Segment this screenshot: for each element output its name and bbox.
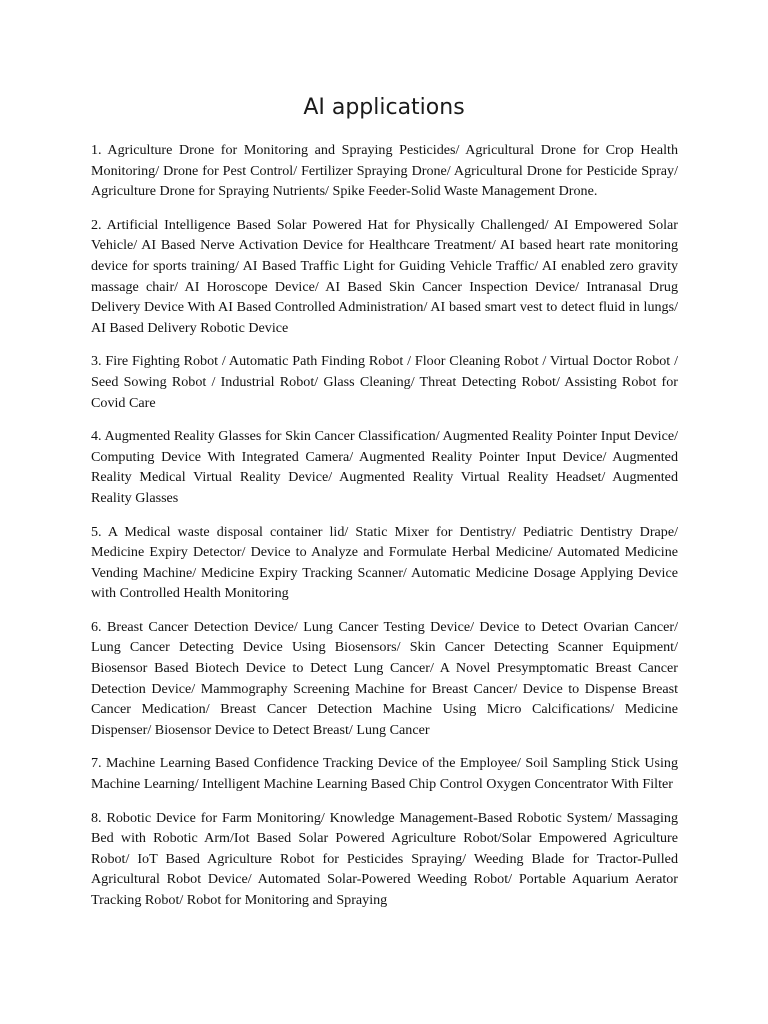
paragraph-cancer-detection: 6. Breast Cancer Detection Device/ Lung Cancer Testing Device/ Device to Detect Ovarian Cancer/ Lung Cancer Detecting Device Using Biosensors/ Skin Cancer Detecting Scanner Equipment/ Biosensor Based Biotech Device to Detect Lung Cancer/ A Novel Presymptomatic Breast Cancer Detection Device/ Mammography Screening Machine for Breast Cancer/ Device to Dispense Breast Cancer Medication/ Breast Cancer Detection Machine Using Micro Calcifications/ Medicine Dispenser/ Biosensor Device to Detect Breast/ Lung Cancer [91,618,678,738]
paragraph-medical-devices: 5. A Medical waste disposal container lid/ Static Mixer for Dentistry/ Pediatric Dentistry Drape/ Medicine Expiry Detector/ Device to Analyze and Formulate Herbal Medicine/ Automated Medicine Vending Machine/ Medicine Expiry Tracking Scanner/ Automatic Medicine Dosage Applying Device with Controlled Health Monitoring [91,523,678,602]
paragraph-agriculture-drones: 1. Agriculture Drone for Monitoring and Spraying Pesticides/ Agricultural Drone for Crop Health Monitoring/ Drone for Pest Control/ Fertilizer Spraying Drone/ Agricultural Drone for Pesticide Spray/ Agriculture Drone for Spraying Nutrients/ Spike Feeder-Solid Waste Management Drone. [91,142,678,200]
paragraph-augmented-reality: 4. Augmented Reality Glasses for Skin Cancer Classification/ Augmented Reality Pointer Input Device/ Computing Device With Integrated Camera/ Augmented Reality Pointer Input Device/ Augmented Reality Medical Virtual Reality Device/ Augmented Reality Virtual Reality Headset/ Augmented Reality Glasses [91,428,678,506]
paragraph-robots: 3. Fire Fighting Robot / Automatic Path Finding Robot / Floor Cleaning Robot / Virtual Doctor Robot / Seed Sowing Robot / Industrial Robot/ Glass Cleaning/ Threat Detecting Robot/ Assisting Robot for Covid Care [91,353,678,411]
page-title: AI applications [303,95,465,120]
document-body [91,140,678,924]
paragraph-ai-devices: 2. Artificial Intelligence Based Solar Powered Hat for Physically Challenged/ AI Empowered Solar Vehicle/ AI Based Nerve Activation Device for Healthcare Treatment/ AI based heart rate monitoring device for sports training/ AI Based Traffic Light for Guiding Vehicle Traffic/ AI enabled zero gravity massage chair/ AI Horoscope Device/ AI Based Skin Cancer Inspection Device/ Intranasal Drug Delivery Device With AI Based Controlled Administration/ AI based smart vest to detect fluid in lungs/ AI Based Delivery Robotic Device [91,216,678,336]
paragraph-machine-learning: 7. Machine Learning Based Confidence Tracking Device of the Employee/ Soil Sampling Stick Using Machine Learning/ Intelligent Machine Learning Based Chip Control Oxygen Concentrator With Filter [91,755,678,793]
paragraph-robotic-devices: 8. Robotic Device for Farm Monitoring/ Knowledge Management-Based Robotic System/ Massaging Bed with Robotic Arm/Iot Based Solar Powered Agriculture Robot/Solar Empowered Agriculture Robot/ IoT Based Agriculture Robot for Pesticides Spraying/ Weeding Blade for Tractor-Pulled Agricultural Robot Device/ Automated Solar-Powered Weeding Robot/ Portable Aquarium Aerator Tracking Robot/ Robot for Monitoring and Spraying [91,809,678,908]
